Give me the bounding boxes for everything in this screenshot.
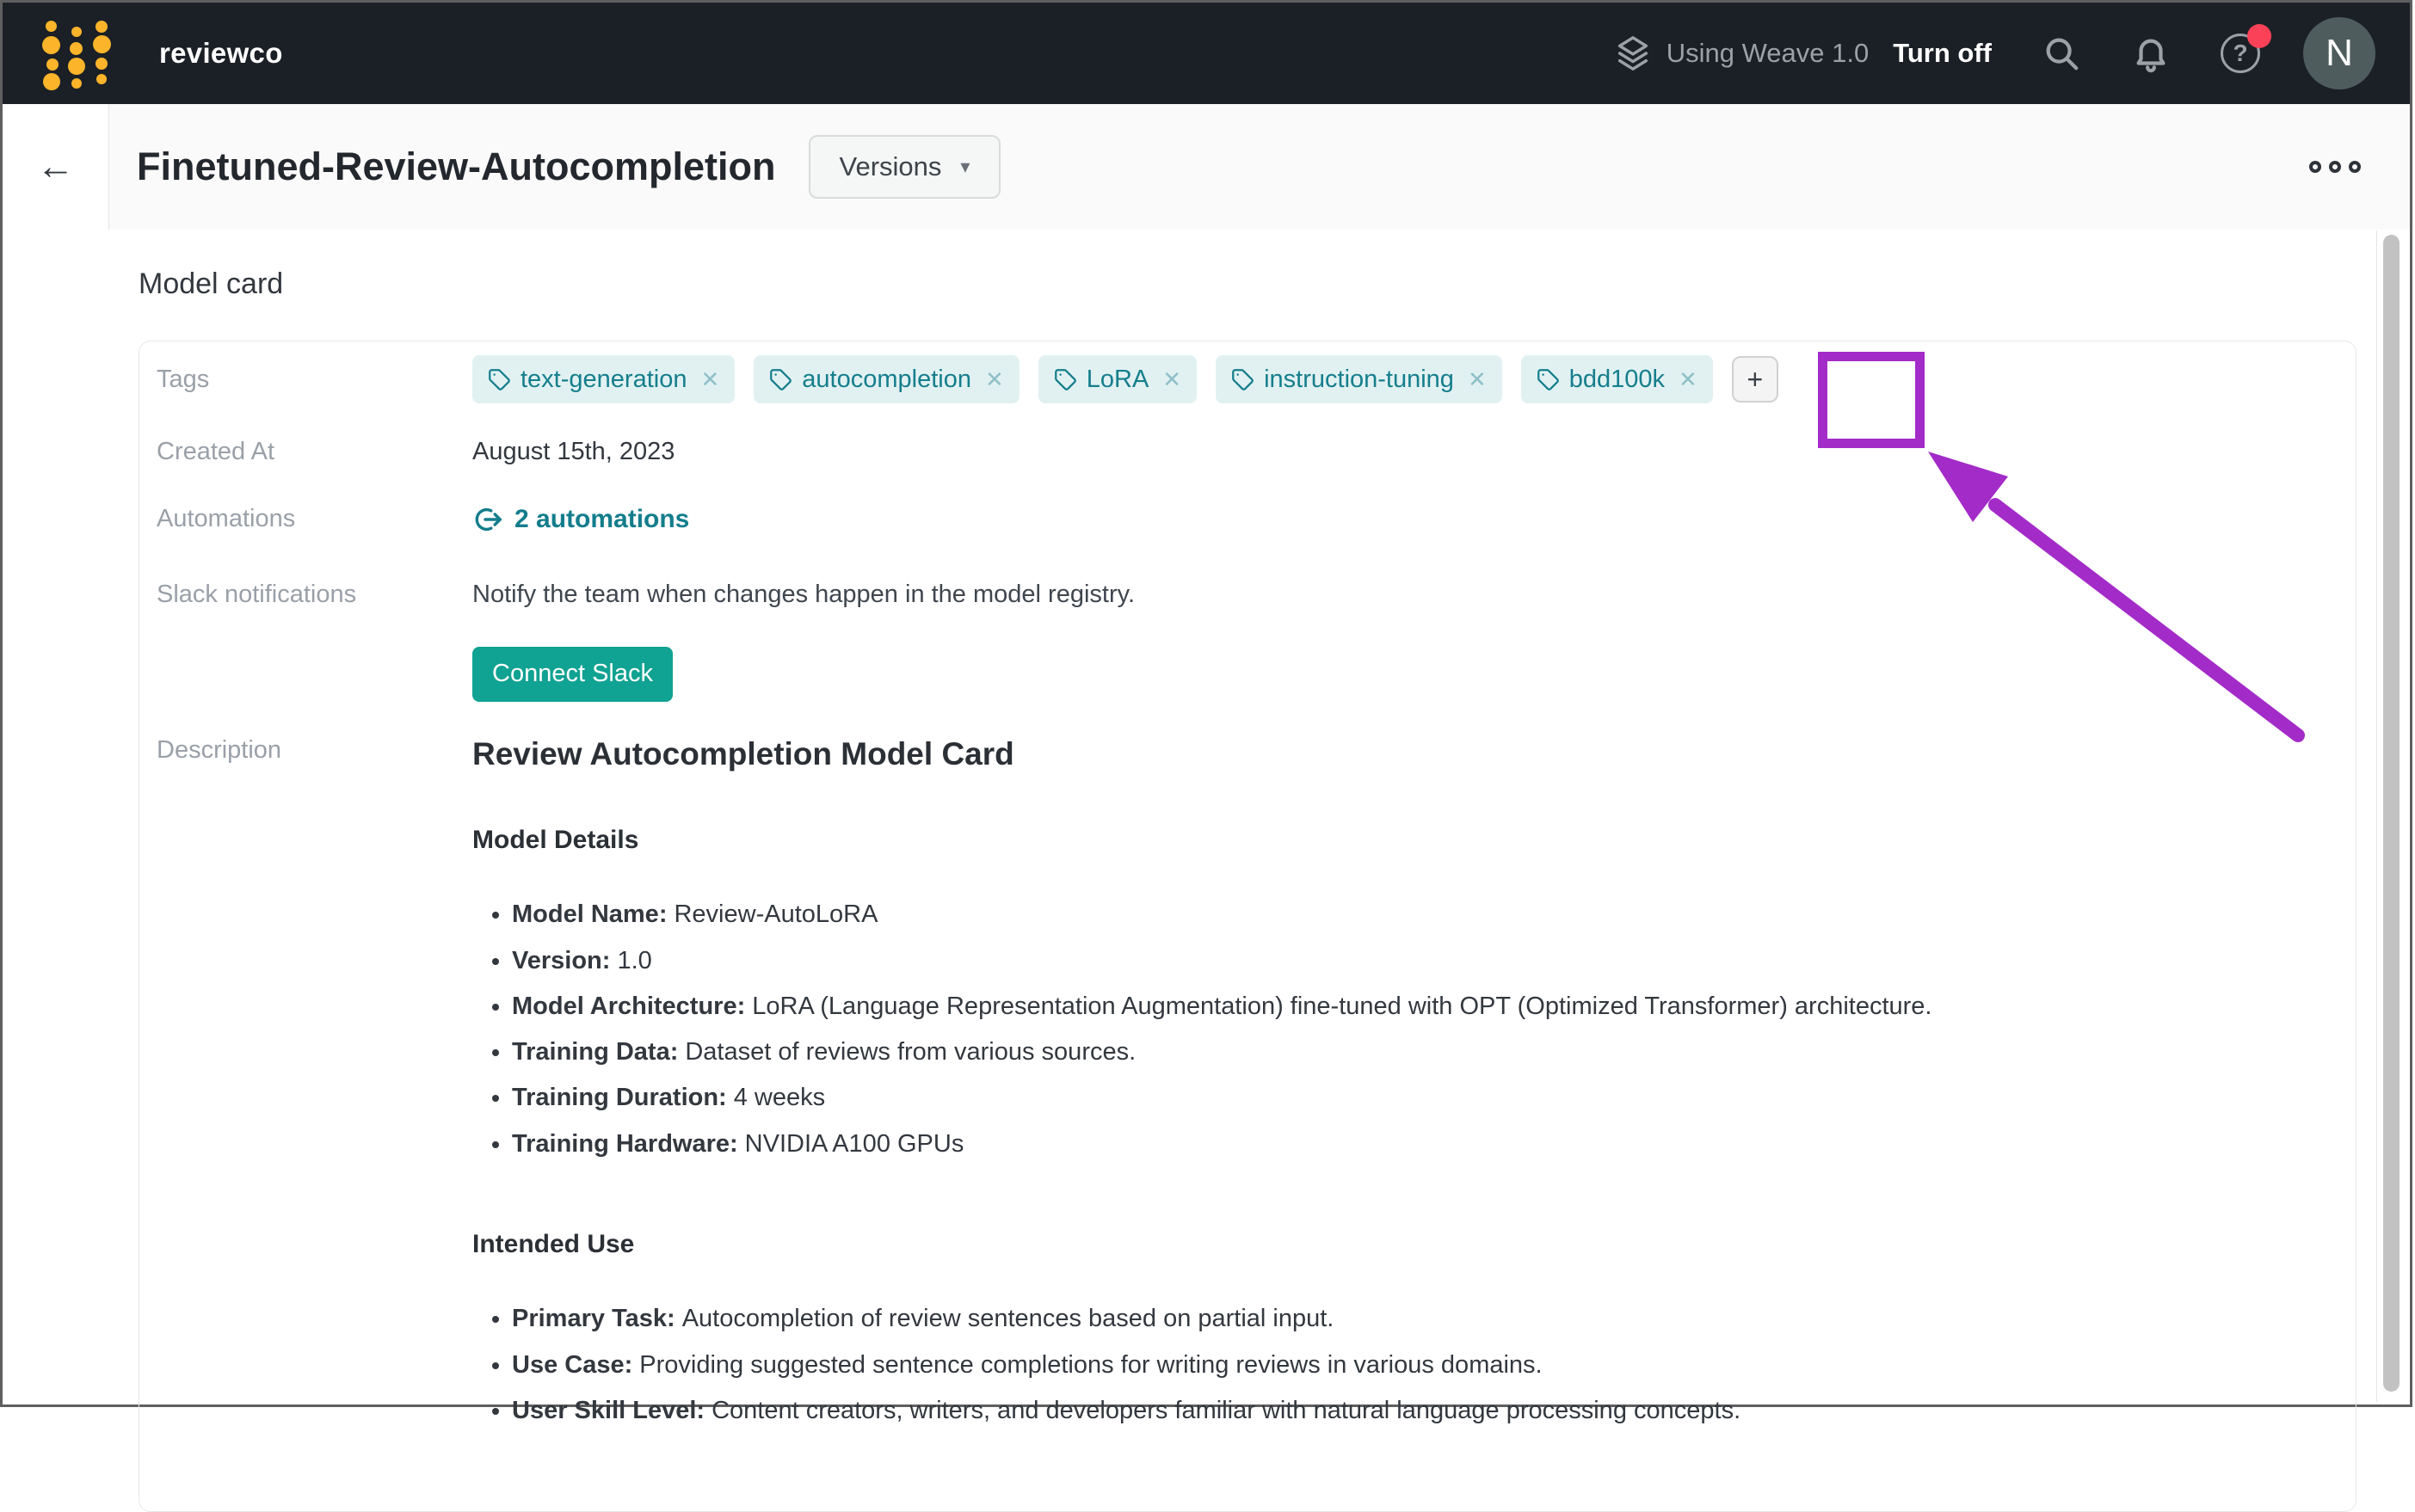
tag-chip-label: text-generation: [521, 365, 687, 393]
tag-remove-icon[interactable]: ✕: [1679, 366, 1697, 392]
tag-chip[interactable]: [472, 355, 735, 403]
bullet-text: 1.0: [617, 946, 652, 974]
tag-chip[interactable]: [1038, 355, 1197, 403]
tag-icon: [488, 368, 511, 391]
bullet-item: [512, 1303, 2321, 1334]
bullet-item: [512, 991, 2321, 1022]
created-at-value: August 15th, 2023: [472, 438, 675, 465]
bullet-label: Training Hardware:: [512, 1129, 738, 1158]
bullet-label: Use Case:: [512, 1350, 633, 1379]
bullet-item: [512, 945, 2321, 976]
search-icon: [2042, 34, 2081, 73]
model-card-panel: [139, 341, 2356, 1512]
description-heading: Review Autocompletion Model Card: [472, 735, 1014, 771]
bullet-item: [512, 1349, 2321, 1380]
tag-chip-label: instruction-tuning: [1264, 365, 1454, 393]
bullet-label: Training Duration:: [512, 1084, 727, 1112]
automations-row: [157, 503, 2321, 543]
tag-remove-icon[interactable]: ✕: [984, 366, 1004, 392]
description-label: Description: [157, 735, 282, 764]
back-column: [3, 104, 109, 230]
bullet-text: Content creators, writers, and developers familiar with natural language processing concepts.: [712, 1396, 1741, 1424]
bullet-item: [512, 1395, 2321, 1426]
section-heading: Model card: [139, 267, 284, 300]
help-icon: ?: [2221, 34, 2260, 73]
tag-icon: [1054, 368, 1077, 391]
created-at-label: Created At: [157, 438, 275, 465]
notifications-button[interactable]: [2131, 34, 2171, 73]
tag-icon: [1231, 368, 1254, 391]
entity-name[interactable]: reviewco: [159, 37, 283, 69]
versions-label: Versions: [839, 151, 942, 181]
page-header: [3, 104, 2410, 230]
automation-icon: [472, 504, 503, 535]
slack-description: Notify the team when changes happen in the model registry.: [472, 581, 1136, 609]
slack-label: Slack notifications: [157, 581, 357, 609]
created-at-row: [157, 436, 2321, 467]
overflow-menu-button[interactable]: [2309, 161, 2361, 173]
section-title-intended-use: Intended Use: [472, 1229, 635, 1258]
tag-chip[interactable]: [1216, 355, 1502, 403]
header-band: [109, 104, 2410, 230]
chevron-down-icon: ▾: [960, 156, 970, 177]
bullet-item: [512, 1128, 2321, 1159]
bullet-label: Model Name:: [512, 900, 668, 929]
tag-chip[interactable]: [1521, 355, 1713, 403]
top-navbar: [3, 3, 2410, 104]
avatar[interactable]: N: [2303, 17, 2375, 89]
tag-icon: [1537, 368, 1560, 391]
tags-row: [157, 355, 2321, 403]
description-row: [157, 734, 2321, 1441]
automations-link-text: 2 automations: [514, 505, 690, 534]
bullet-item: [512, 899, 2321, 930]
scrollbar-track: [2376, 230, 2407, 1402]
tag-chip-label: LoRA: [1086, 365, 1149, 393]
bullet-text: 4 weeks: [733, 1084, 826, 1112]
annotation-highlight-box: [1818, 352, 1925, 448]
scrollbar-thumb[interactable]: [2383, 235, 2400, 1392]
tag-chip-label: bdd100k: [1568, 365, 1666, 393]
tag-icon: [769, 368, 792, 391]
main-content: [3, 230, 2410, 1512]
tag-remove-icon[interactable]: ✕: [700, 366, 720, 392]
automations-link[interactable]: [472, 503, 689, 536]
bullet-text: LoRA (Language Representation Augmentation) fine-tuned with OPT (Optimized Transformer) architecture.: [752, 992, 1932, 1020]
wandb-logo[interactable]: [40, 19, 111, 88]
search-button[interactable]: [2042, 34, 2081, 73]
notification-dot: [2247, 24, 2271, 48]
slack-row: [157, 579, 2321, 610]
tag-remove-icon[interactable]: ✕: [1467, 366, 1487, 392]
tags-chip-list: [472, 355, 2321, 403]
tag-chip-label: autocompletion: [802, 365, 971, 393]
bullet-text: NVIDIA A100 GPUs: [744, 1129, 964, 1158]
bullet-text: Providing suggested sentence completions for writing reviews in various domains.: [639, 1350, 1543, 1379]
bullet-text: Review-AutoLoRA: [674, 900, 878, 929]
help-button[interactable]: [2221, 34, 2260, 73]
connect-slack-button[interactable]: Connect Slack: [472, 647, 673, 702]
model-details-list: [472, 899, 2321, 1159]
tag-chip[interactable]: [754, 355, 1019, 403]
bullet-label: Version:: [512, 946, 611, 974]
bullet-label: User Skill Level:: [512, 1396, 705, 1424]
bullet-item: [512, 1082, 2321, 1113]
section-title-model-details: Model Details: [472, 825, 639, 854]
description-content: [472, 734, 2321, 1441]
intended-use-list: [472, 1303, 2321, 1426]
slack-button-row: [157, 647, 2321, 702]
bullet-item: [512, 1036, 2321, 1067]
automations-label: Automations: [157, 505, 296, 533]
bullet-text: Autocompletion of review sentences based on partial input.: [681, 1305, 1334, 1333]
bell-icon: [2131, 34, 2171, 73]
weave-layers-icon: [1613, 34, 1653, 73]
page-title: Finetuned-Review-Autocompletion: [137, 144, 776, 188]
tag-remove-icon[interactable]: ✕: [1162, 366, 1182, 392]
back-arrow-icon[interactable]: ←: [36, 145, 75, 187]
bullet-text: Dataset of reviews from various sources.: [685, 1038, 1137, 1066]
bullet-label: Training Data:: [512, 1038, 679, 1066]
navbar-right: [1613, 17, 2375, 89]
bullet-label: Primary Task:: [512, 1305, 675, 1333]
tags-label: Tags: [157, 365, 210, 393]
bullet-label: Model Architecture:: [512, 992, 746, 1020]
add-tag-button[interactable]: +: [1732, 356, 1778, 403]
versions-dropdown-button[interactable]: [809, 135, 1001, 199]
weave-turn-off-button[interactable]: Turn off: [1893, 38, 1992, 68]
weave-status-label: Using Weave 1.0: [1666, 38, 1870, 68]
